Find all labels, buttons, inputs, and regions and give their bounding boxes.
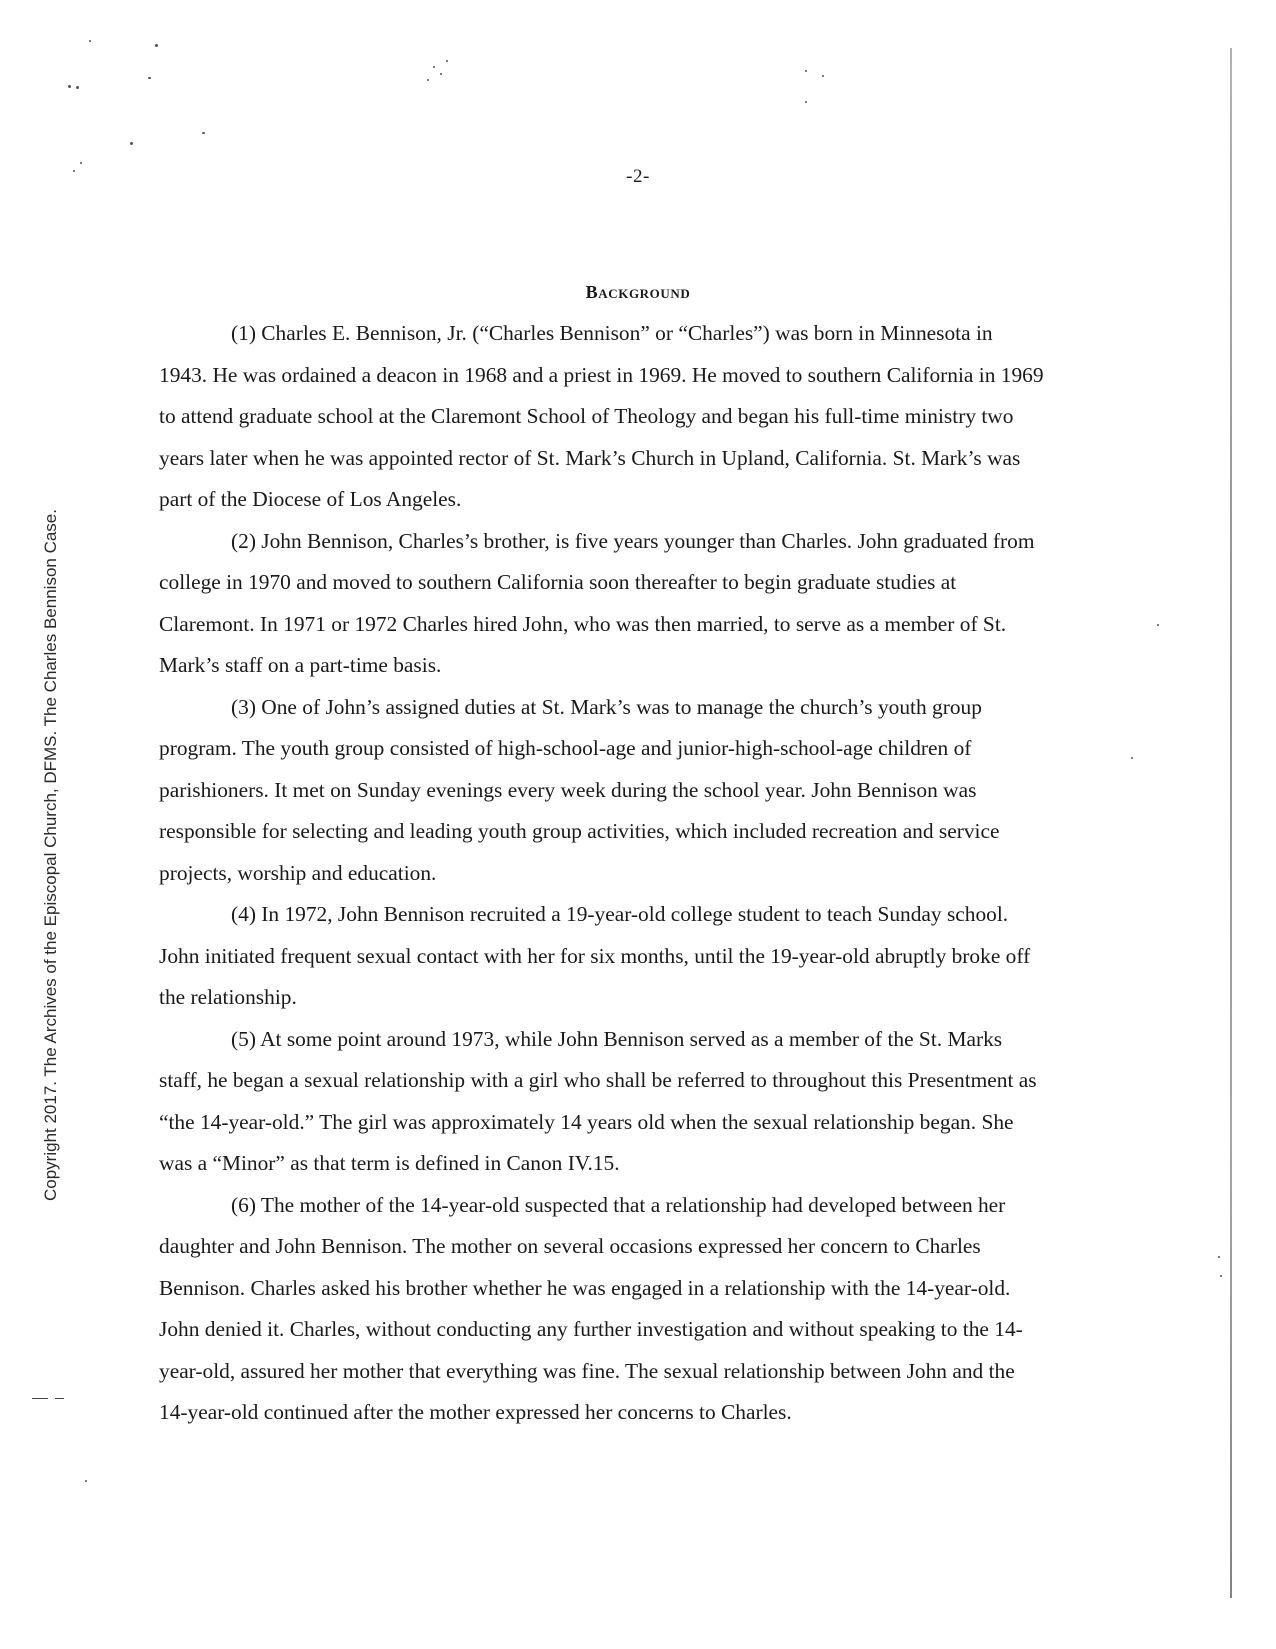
scan-speck: [822, 75, 824, 77]
scan-speck: [89, 40, 91, 42]
copyright-watermark: Copyright 2017. The Archives of the Episcopal Church, DFMS. The Charles Bennison Case.: [41, 509, 60, 1202]
scan-speck: [805, 101, 807, 103]
scan-speck: [202, 132, 205, 134]
paragraph-3: (3) One of John’s assigned duties at St. Mark’s was to manage the church’s youth group program. The youth group consisted of high-school-age and junior-high-school-age children of parishioners. It met on Sunday evenings every week during the school year. John Bennison was responsible for selecting and leading youth group activities, which included recreation and service projects, worship and education.: [159, 694, 1000, 885]
scan-speck: [433, 66, 435, 68]
scan-speck: [85, 1480, 87, 1482]
document-body: [159, 313, 1045, 1434]
scan-speck: [155, 44, 158, 47]
paragraph-6: (6) The mother of the 14-year-old suspected that a relationship had developed between her daughter and John Bennison. The mother on several occasions expressed her concern to Charles Bennison. Charles asked his brother whether he was engaged in a relationship with the 14-year-old. John denied it. Charles, without conducting any further investigation and without speaking to the 14-year-old, assured her mother that everything was fine. The sexual relationship between John and the 14-year-old continued after the mother expressed her concerns to Charles.: [159, 1192, 1023, 1424]
scan-speck: [130, 142, 133, 145]
scan-mark: [32, 1398, 48, 1399]
scan-speck: [440, 73, 442, 75]
paragraph-1: (1) Charles E. Bennison, Jr. (“Charles Bennison” or “Charles”) was born in Minnesota in 1943. He was ordained a deacon in 1968 and a priest in 1969. He moved to southern California in 1969 to attend graduate school at the Claremont School of Theology and began his full-time ministry two years later when he was appointed rector of St. Mark’s Church in Upland, California. St. Mark’s was part of the Diocese of Los Angeles.: [159, 321, 1044, 511]
section-heading: Background: [585, 282, 691, 302]
scan-speck: [76, 86, 79, 89]
paragraph-5: (5) At some point around 1973, while John Bennison served as a member of the St. Marks staff, he began a sexual relationship with a girl who shall be referred to throughout this Presentment as “the 14-year-old.” The girl was approximately 14 years old when the sexual relationship began. She was a “Minor” as that term is defined in Canon IV.15.: [159, 1026, 1037, 1175]
scan-speck: [80, 162, 82, 164]
scan-speck: [427, 79, 429, 81]
scan-speck: [446, 60, 448, 62]
scan-speck: [148, 77, 151, 79]
scan-speck: [1218, 1256, 1220, 1258]
scan-speck: [1157, 624, 1159, 626]
scan-speck: [1131, 757, 1133, 759]
scan-speck: [1220, 1275, 1222, 1277]
scan-edge-line: [1230, 48, 1232, 1598]
scan-speck: [805, 70, 807, 72]
scan-mark: [55, 1398, 64, 1399]
scan-speck: [68, 85, 71, 88]
paragraph-4: (4) In 1972, John Bennison recruited a 19-year-old college student to teach Sunday school. John initiated frequent sexual contact with her for six months, until the 19-year-old abruptly broke off the relationship.: [159, 902, 1031, 1009]
paragraph-2: (2) John Bennison, Charles’s brother, is five years younger than Charles. John graduated from college in 1970 and moved to southern California soon thereafter to begin graduate studies at Claremont. In 1971 or 1972 Charles hired John, who was then married, to serve as a member of St. Mark’s staff on a part-time basis.: [159, 528, 1035, 677]
page-number: -2-: [626, 166, 650, 187]
